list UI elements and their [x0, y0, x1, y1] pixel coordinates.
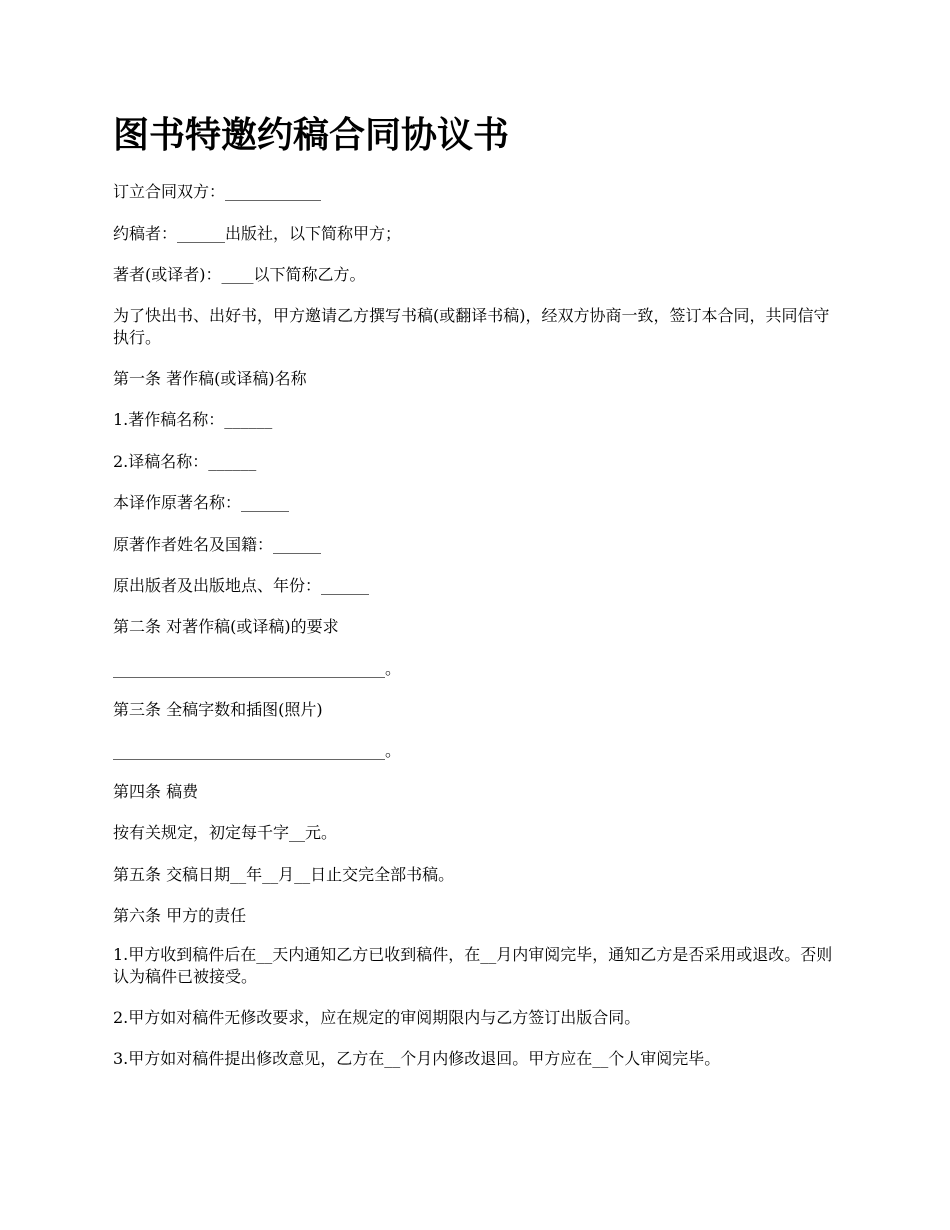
paragraph-parties: 订立合同双方：____________ — [113, 182, 322, 201]
paragraph-party-a: 约稿者：______出版社，以下简称甲方； — [113, 224, 402, 243]
article-3-blank: __________________________________。 — [113, 741, 402, 760]
article-3-heading: 第三条 全稿字数和插图(照片) — [113, 700, 323, 719]
article-6-item-2: 2.甲方如对稿件无修改要求，应在规定的审阅期限内与乙方签订出版合同。 — [113, 1008, 641, 1027]
article-6-item-3: 3.甲方如对稿件提出修改意见，乙方在__个月内修改退回。甲方应在__个人审阅完毕。 — [113, 1049, 721, 1068]
article-2-heading: 第二条 对著作稿(或译稿)的要求 — [113, 617, 339, 636]
article-1-original-publisher: 原出版者及出版地点、年份：______ — [113, 576, 370, 595]
article-4-heading: 第四条 稿费 — [113, 782, 199, 801]
article-1-item-2: 2.译稿名称：______ — [113, 452, 257, 471]
article-1-original-author: 原著作者姓名及国籍：______ — [113, 535, 322, 554]
article-5-deadline: 第五条 交稿日期__年__月__日止交完全部书稿。 — [113, 865, 455, 884]
article-1-item-1: 1.著作稿名称：______ — [113, 410, 273, 429]
document-title: 图书特邀约稿合同协议书 — [113, 114, 510, 156]
article-2-blank: __________________________________。 — [113, 659, 402, 678]
article-6-item-1: 1.甲方收到稿件后在__天内通知乙方已收到稿件，在__月内审阅完毕，通知乙方是否采用或退改。否则认为稿件已被接受。 — [113, 945, 833, 986]
article-4-fee: 按有关规定，初定每千字__元。 — [113, 823, 338, 842]
article-1-heading: 第一条 著作稿(或译稿)名称 — [113, 369, 307, 388]
paragraph-party-b: 著者(或译者)：____以下简称乙方。 — [113, 265, 366, 284]
article-1-original-title: 本译作原著名称：______ — [113, 493, 290, 512]
paragraph-preamble: 为了快出书、出好书，甲方邀请乙方撰写书稿(或翻译书稿)，经双方协商一致，签订本合同，共同信守执行。 — [113, 306, 830, 347]
article-6-heading: 第六条 甲方的责任 — [113, 906, 247, 925]
